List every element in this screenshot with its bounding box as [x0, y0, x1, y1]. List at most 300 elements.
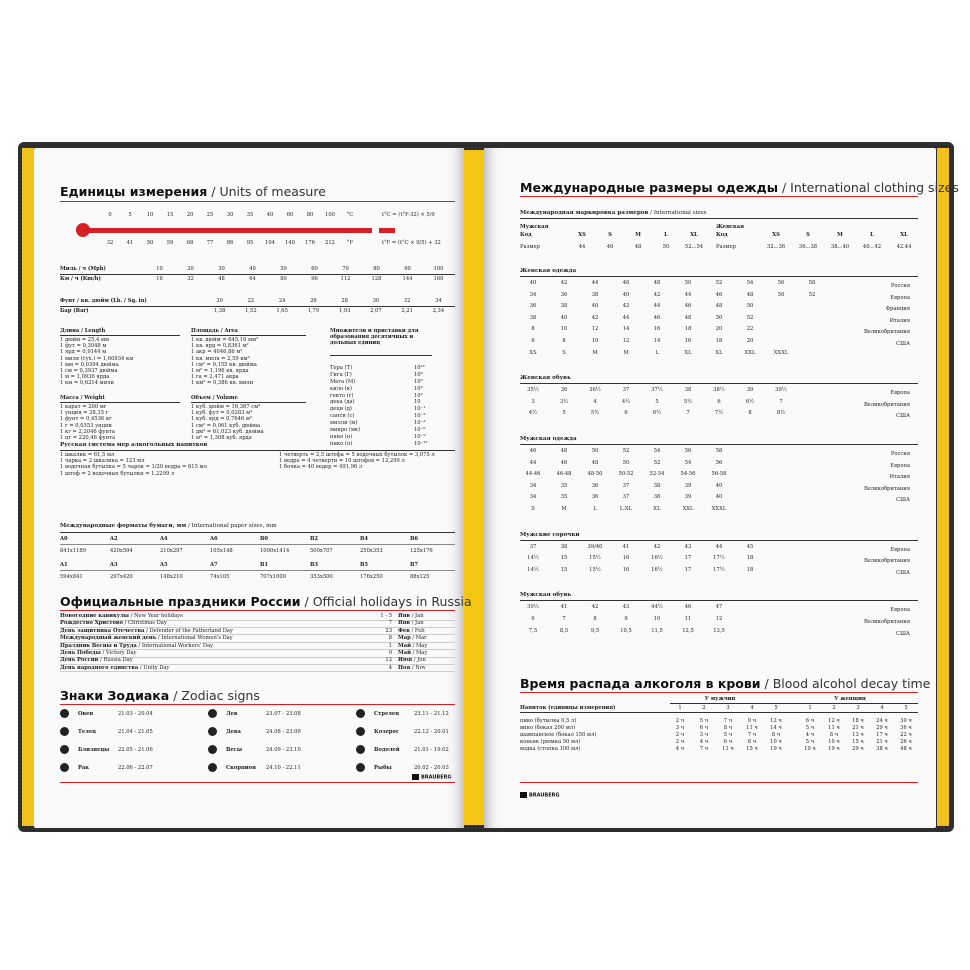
size-cell: 12 [591, 326, 599, 333]
prefix-factor: 10 [414, 399, 421, 406]
size-cell: 5½ [683, 398, 693, 405]
size-cell: 50 [591, 448, 599, 454]
prefix-factor: 10² [414, 392, 423, 399]
footer-rule-right [520, 782, 918, 783]
drink-name: коньяк (рюмка 50 мл) [520, 739, 581, 745]
bar-values [204, 308, 454, 315]
paper-format: A6 [210, 536, 218, 542]
women-decay: 15 ч [852, 739, 864, 745]
paper-size: 148x210 [160, 574, 183, 580]
female-size: 40...42 [862, 244, 882, 250]
women-decay: 29 ч [852, 746, 864, 752]
female-codes [760, 232, 920, 239]
size-country: США [896, 413, 910, 420]
fahrenheit-tick: 68 [186, 240, 194, 246]
celsius-tick: 30 [226, 212, 234, 218]
psi-value: 26 [310, 298, 317, 304]
men-decay: 5 ч [699, 718, 709, 724]
size-cell: 36 [529, 303, 537, 310]
alcohol-decay-rule [520, 692, 918, 693]
zodiac-icon [356, 763, 365, 772]
holiday-name [60, 643, 213, 649]
prefix-row [330, 386, 432, 393]
holiday-name-ru: День защитника Отечества [60, 627, 145, 634]
holiday-month-ru: Фев [398, 627, 410, 634]
male-size: 50 [662, 244, 670, 250]
f-formula: t°F = (t°C × 9/5) + 32 [382, 240, 441, 246]
size-country: США [896, 569, 910, 576]
holiday-name-ru: День народного единства [60, 664, 139, 671]
prefix-title: Множители и приставки для образования десятичных и дольных единиц [330, 328, 419, 347]
size-cell: 20 [715, 326, 723, 333]
holiday-name-en: Unity Day [143, 664, 170, 671]
size-cell: 58 [808, 280, 816, 286]
mph-value: 10 [156, 266, 163, 272]
men-decay: 7 ч [723, 718, 733, 724]
size-country: Италия [889, 474, 910, 481]
psi-value: 34 [435, 298, 442, 304]
size-cell: 39/40 [587, 543, 603, 550]
female-size: 36...38 [798, 244, 818, 250]
women-decay: 18 ч [852, 718, 864, 724]
male-size: 52...54 [684, 244, 704, 250]
holiday-name-ru: День Победы [60, 650, 101, 656]
holiday-day: 7 [388, 620, 392, 627]
brand-logo-left: BRAUBERG [412, 774, 452, 781]
men-label: У мужчин [704, 696, 736, 702]
holiday-name [60, 613, 183, 619]
zodiac-name: Водолей [374, 747, 400, 753]
men-decay: 8 ч [747, 739, 757, 745]
holiday-month-en: Jan [415, 613, 424, 619]
size-cell: 11,5 [651, 627, 663, 634]
women-decay: 22 ч [900, 732, 912, 738]
women-decay: 48 ч [900, 746, 912, 752]
size-section-title: Женская обувь [520, 375, 571, 382]
holiday-month-separator: / [410, 664, 416, 671]
prefix-row [330, 365, 432, 372]
male-code: S [608, 232, 612, 238]
fahrenheit-tick: 86 [226, 240, 234, 246]
size-cell: 36 [560, 387, 568, 394]
size-cell: 12 [622, 338, 630, 344]
holiday-day: 8 [388, 635, 392, 642]
men-hour-col: 1 [678, 705, 682, 711]
male-size: 46 [606, 244, 614, 250]
zodiac-dates: 23.11 - 21.12 [414, 711, 449, 717]
men-hour-col: 3 [726, 705, 730, 711]
size-cell: 46 [684, 303, 692, 310]
size-cell: 8,5 [559, 627, 569, 634]
size-cell: 48 [684, 314, 692, 321]
paper-size: 176x250 [360, 574, 383, 580]
marking-title [520, 210, 707, 216]
size-cell: 16½ [651, 566, 663, 573]
men-hour-col: 2 [702, 705, 706, 711]
holiday-month-separator: / [412, 657, 418, 664]
size-cell: XXL [682, 506, 694, 512]
size-cell: 15½ [589, 555, 601, 562]
size-cell: 54 [653, 448, 661, 454]
men-hour-col: 5 [774, 705, 778, 711]
kmh-value: 96 [311, 276, 318, 282]
celsius-tick: 40 [266, 212, 274, 218]
mph-value: 70 [342, 266, 349, 272]
holiday-month-ru: Янв [398, 620, 410, 627]
size-cell: 5 [562, 410, 566, 417]
paper-size: 420x594 [110, 548, 133, 554]
size-cell: 18 [746, 555, 754, 562]
paper-size: 210x297 [160, 548, 183, 554]
paper-format: B7 [410, 562, 418, 568]
decay-sub-rule [520, 712, 918, 713]
size-cell: 7 [779, 398, 783, 405]
women-decay: 17 ч [876, 732, 888, 738]
size-cell: 52 [715, 280, 723, 286]
drink-header: Напиток (единицы измерения) [520, 705, 616, 711]
zodiac-dates: 24.10 - 22.11 [266, 765, 301, 771]
paper-rule [60, 532, 455, 533]
size-cell: 38 [591, 291, 599, 298]
holiday-name-en: Christmas Day [128, 620, 167, 627]
area-line: 1 кв. ярд = 0,8361 м² [191, 343, 249, 350]
paper-format: B5 [360, 562, 368, 568]
zodiac-title [60, 688, 260, 703]
men-decay: 11 ч [722, 746, 734, 752]
women-decay: 24 ч [876, 718, 888, 724]
size-country: Европа [890, 390, 910, 397]
size-cell: 38 [653, 494, 661, 501]
mass-line: 1 фунт = 0,4536 кг [60, 416, 112, 423]
size-section-title: Мужская одежда [520, 436, 577, 442]
zodiac-icon [60, 709, 69, 718]
celsius-tick: 60 [286, 212, 294, 218]
size-cell: 48-50 [587, 471, 603, 478]
paper-size: 500x707 [310, 548, 333, 554]
size-cell: XL [715, 349, 723, 356]
holiday-separator: / [128, 613, 134, 619]
prefix-factor: 10⁻¹² [414, 440, 428, 447]
holiday-month [398, 613, 424, 619]
paper-title-ru: Международные форматы бумаги, мм [60, 523, 187, 529]
male-code: XS [578, 232, 586, 238]
alcohol-measure-line: 1 бочка = 40 ведер = 491,96 л [279, 464, 363, 471]
fahrenheit-tick: 212 [325, 240, 335, 246]
length-line: 1 мм = 0,0394 дюйма [60, 361, 119, 368]
size-cell: 16 [684, 338, 692, 344]
fahrenheit-tick: 104 [265, 240, 275, 246]
holiday-month-en: Jun [417, 657, 426, 664]
alcohol-measure-line: 1 чарка = 2 шкалика = 123 мл [60, 458, 145, 465]
size-cell: 50-52 [618, 471, 634, 478]
size-cell: 12,5 [682, 627, 694, 634]
size-cell: 34 [529, 291, 537, 298]
psi-rule [60, 306, 455, 307]
holiday-day: 4 [388, 664, 392, 671]
alcohol-decay-title-ru: Время распада алкоголя в крови [520, 676, 761, 691]
area-list [191, 337, 258, 387]
size-cell: 41 [560, 604, 568, 611]
size-country: Россия [890, 451, 910, 457]
size-cell: 44 [684, 291, 692, 298]
male-size: 44 [578, 244, 586, 250]
size-cell: XL [653, 506, 661, 512]
bar-value: 1,65 [276, 308, 288, 314]
paper-size: 74x105 [210, 574, 230, 580]
units-title-ru: Единицы измерения [60, 184, 208, 199]
size-cell: 50 [622, 459, 630, 466]
celsius-tick: 80 [306, 212, 314, 218]
size-cell: 34 [529, 482, 537, 489]
prefix-row [330, 372, 432, 379]
size-cell: 7½ [714, 410, 724, 417]
size-cell: 9,5 [590, 627, 600, 634]
size-cell: 37 [622, 494, 630, 501]
women-label: У женщин [834, 696, 866, 702]
size-country: Италия [889, 317, 910, 324]
celsius-tick: 25 [206, 212, 214, 218]
size-cell: 20 [746, 338, 754, 344]
alcohol-measure-line: 1 водочная бутылка = 5 чарок = 1/20 ведра = 615 мл [60, 464, 207, 471]
volume-line: 1 м³ = 1,308 куб. ярда [191, 435, 252, 442]
size-cell: 17½ [713, 555, 725, 562]
men-decay: 4 ч [699, 739, 709, 745]
holiday-name-en: Russia Day [103, 657, 133, 664]
size-cell: 50 [684, 280, 692, 286]
alcohol-measure-line: 1 четверть = 2,5 штофа = 5 водочных бутылок = 3,075 л [279, 452, 435, 458]
size-cell: 39 [746, 387, 754, 394]
women-decay: 10 ч [804, 746, 816, 752]
size-cell: 43 [622, 604, 630, 611]
volume-rule [191, 402, 306, 403]
zodiac-icon [60, 745, 69, 754]
celsius-tick: °C [346, 212, 354, 218]
holiday-month-separator: / [410, 650, 416, 656]
celsius-tick: 10 [146, 212, 154, 218]
mph-value: 100 [433, 266, 444, 272]
size-cell: 46 [653, 314, 661, 321]
zodiac-dates: 20.02 - 20.03 [414, 765, 449, 771]
marking-title-ru: Международная маркировка размеров [520, 210, 649, 216]
zodiac-dates: 22.05 - 21.06 [118, 747, 153, 753]
size-cell: 56 [777, 280, 785, 286]
size-cell: 39 [684, 494, 692, 501]
size-cell: 40 [715, 482, 723, 489]
size-section-rule [520, 383, 918, 384]
zodiac-name: Рак [78, 765, 90, 771]
zodiac-icon [208, 745, 217, 754]
kmh-value: 80 [280, 276, 287, 282]
prefix-list [330, 365, 432, 448]
male-code: XL [690, 232, 698, 238]
drink-name: пиво (бутылка 0,5 л) [520, 718, 577, 724]
size-cell: 40 [529, 280, 537, 286]
psi-values [204, 298, 454, 305]
alcohol-measures-title: Русская система мер алкогольных напитков [60, 442, 208, 448]
mph-value: 80 [373, 266, 380, 272]
paper-size: 125x176 [410, 548, 433, 554]
kmh-value: 64 [249, 276, 256, 282]
holiday-name [60, 657, 133, 663]
size-cell: 50 [777, 291, 785, 298]
prefix-factor: 10¹² [414, 365, 425, 371]
size-cell: 50 [746, 303, 754, 310]
holiday-month-separator: / [410, 635, 416, 642]
zodiac-icon [60, 727, 69, 736]
women-decay: 6 ч [805, 718, 815, 724]
units-title-en: / Units of measure [207, 184, 326, 199]
clothing-title [520, 180, 959, 195]
size-cell: 16½ [651, 555, 663, 562]
holiday-name-ru: Международный женский день [60, 635, 157, 642]
holiday-name [60, 665, 169, 671]
size-country: США [896, 630, 910, 637]
size-cell: 36½ [589, 387, 601, 394]
women-decay: 21 ч [876, 739, 888, 745]
women-decay: 12 ч [828, 718, 840, 724]
volume-line: 1 дм³ = 61,023 куб. дюйма [191, 428, 264, 435]
volume-list [191, 404, 264, 441]
length-line: 1 ярд = 0,9144 м [60, 349, 107, 356]
prefix-rule [330, 355, 432, 356]
size-cell: 14½ [527, 566, 539, 573]
size-cell: L [655, 349, 659, 356]
size-country: Европа [890, 546, 910, 553]
volume-line: 1 куб. фут = 0,0283 м³ [191, 410, 253, 417]
men-decay: 5 ч [723, 732, 733, 738]
size-country: Великобритания [863, 329, 910, 336]
holidays-title-en: / Official holidays in Russia [300, 594, 472, 609]
men-decay: 9 ч [747, 718, 757, 724]
prefix-name: Гига (Г) [330, 371, 352, 378]
prefix-name: нано (н) [330, 433, 353, 440]
holiday-name-ru: Праздник Весны и Труда [60, 642, 137, 649]
size-cell: 16 [653, 326, 661, 333]
size-cell: 14½ [527, 555, 539, 562]
alcohol-measures-rule [60, 450, 455, 451]
bar-value: 1,52 [245, 308, 257, 314]
holiday-name [60, 650, 137, 656]
size-cell: 44 [715, 543, 723, 550]
women-decay: 26 ч [900, 739, 912, 745]
holiday-name [60, 628, 233, 634]
men-decay: 19 ч [770, 746, 782, 752]
size-cell: 8 [531, 326, 535, 333]
paper-title [60, 523, 277, 529]
holiday-month-ru: Мар [398, 635, 411, 642]
size-cell: 46 [684, 604, 692, 611]
size-cell: 17 [684, 555, 692, 562]
size-cell: 48 [653, 280, 661, 286]
size-cell: 6½ [745, 398, 755, 405]
holiday-month-en: Nov [415, 664, 426, 671]
size-cell: 10,5 [620, 627, 632, 634]
size-country: Великобритания [863, 401, 910, 408]
bar-value: 1,93 [338, 308, 351, 314]
cover-edge-left [22, 148, 34, 826]
size-cell: 9 [624, 616, 628, 622]
prefix-factor: 10⁹ [414, 371, 423, 378]
zodiac-name: Рыбы [374, 765, 392, 771]
size-cell: 10 [591, 338, 599, 344]
female-size: 32...36 [766, 244, 786, 250]
length-line: 1 см = 0,3937 дюйма [60, 368, 118, 375]
area-line: 1 кв. дюйм = 645,16 мм² [191, 337, 259, 343]
zodiac-name: Весы [226, 747, 243, 753]
bar-value: 2,34 [432, 308, 445, 314]
men-decay: 3 ч [675, 725, 685, 731]
size-cell: 38 [653, 482, 661, 489]
prefix-row [330, 427, 432, 434]
size-cell: 16 [622, 566, 630, 573]
paper-format: B6 [410, 536, 418, 542]
cover-edge-right [937, 148, 949, 826]
zodiac-name: Скорпион [226, 765, 256, 771]
alcohol-measures-left [60, 452, 207, 477]
men-decay: 2 ч [675, 732, 685, 738]
size-cell: 44½ [651, 604, 663, 611]
holiday-rule [60, 671, 455, 672]
size-country: Франция [885, 306, 910, 313]
women-decay: 8 ч [829, 732, 839, 738]
holiday-name-ru: День России [60, 657, 99, 664]
prefix-name: Тера (Т) [330, 365, 353, 371]
female-code: XS [772, 232, 780, 238]
female-code-label: Код [716, 232, 728, 238]
size-cell: 39½ [527, 604, 539, 611]
alcohol-measures-right [279, 452, 435, 471]
zodiac-name: Телец [78, 729, 96, 735]
men-decay: 6 ч [699, 725, 709, 731]
size-cell: S [531, 506, 535, 512]
area-line: 1 см² = 0,155 кв. дюйма [191, 361, 257, 368]
men-decay: 15 ч [746, 746, 758, 752]
size-cell: 6 [531, 338, 535, 344]
men-decay: 3 ч [699, 732, 709, 738]
mph-value: 50 [280, 266, 287, 272]
holiday-month-en: Jan [415, 620, 424, 627]
zodiac-name: Козерог [374, 729, 400, 735]
fahrenheit-tick: 140 [285, 240, 295, 246]
size-cell: 4 [593, 398, 597, 405]
paper-format: B1 [260, 562, 268, 568]
fahrenheit-tick: 176 [305, 240, 315, 246]
holiday-name-ru: Рождество Христово [60, 620, 123, 627]
size-cell: 50 [715, 314, 723, 321]
size-cell: 37 [529, 543, 537, 550]
size-section-rule [520, 600, 918, 601]
holiday-month [398, 620, 424, 626]
size-cell: 44 [591, 280, 599, 286]
length-title: Длина / Length [60, 328, 106, 334]
size-cell: 43 [684, 543, 692, 550]
size-country: Европа [890, 607, 910, 614]
size-cell: 39 [684, 482, 692, 489]
women-hour-col: 5 [904, 705, 908, 711]
size-cell: 42 [560, 280, 568, 286]
celsius-tick: 5 [128, 212, 132, 218]
size-country: США [896, 497, 910, 504]
holiday-month-separator: / [410, 642, 416, 649]
size-cell: 48 [591, 459, 599, 466]
size-cell: 48 [560, 448, 568, 454]
mph-value: 30 [218, 266, 225, 272]
size-cell: 47 [715, 604, 723, 611]
prefix-factor: 10⁻⁶ [414, 427, 426, 434]
holiday-month-separator: / [409, 627, 415, 634]
prefix-row [330, 379, 432, 386]
size-cell: S [562, 349, 566, 356]
